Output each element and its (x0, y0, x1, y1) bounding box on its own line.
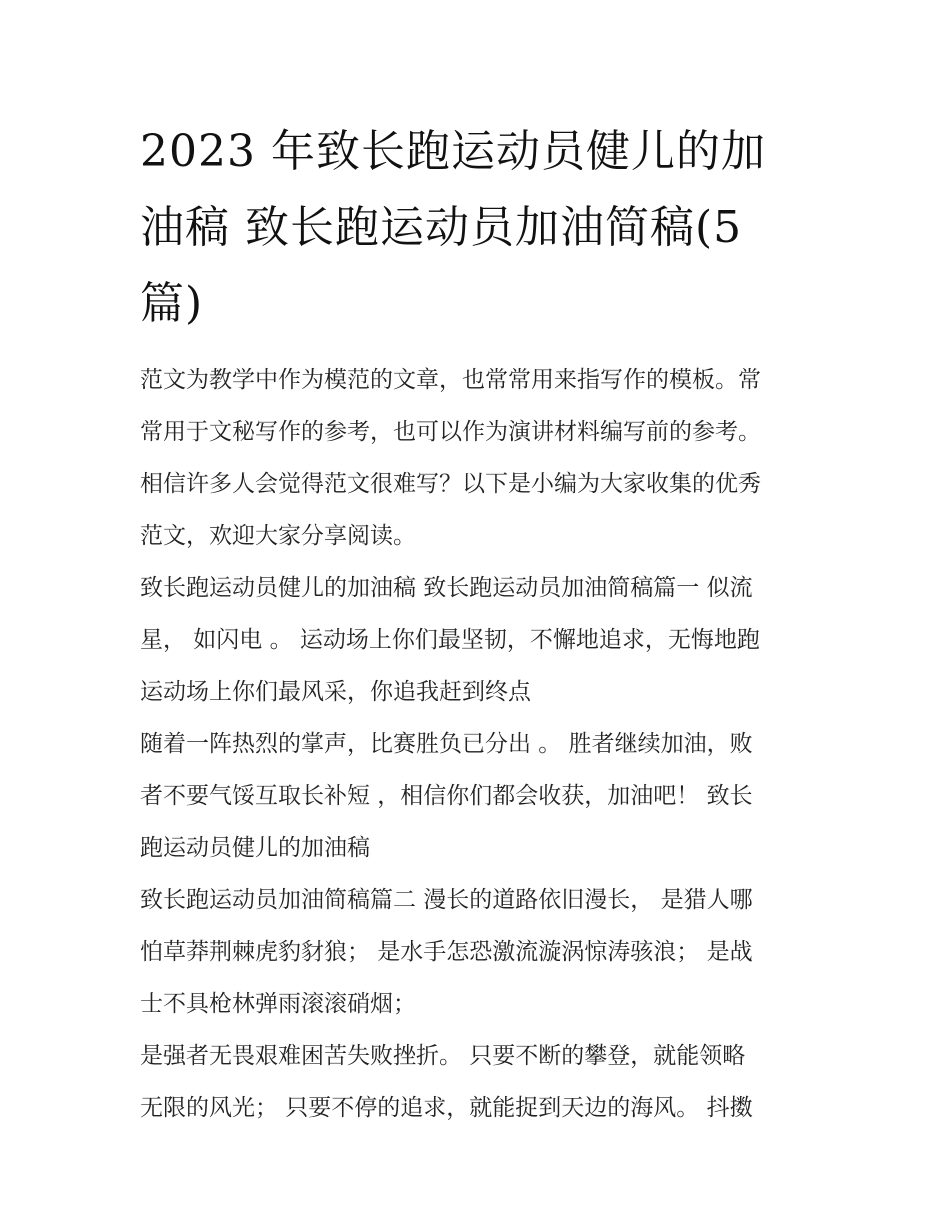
body-line: 是强者无畏艰难困苦失败挫折。 只要不断的攀登，就能领略 (140, 1043, 746, 1069)
body-line: 者不要气馁互取长补短 ，相信你们都会收获，加油吧！ 致长 (140, 783, 753, 809)
body-line: 致长跑运动员加油简稿篇二 漫长的道路依旧漫长， 是猎人哪 (140, 887, 753, 913)
body-line: 致长跑运动员健儿的加油稿 致长跑运动员加油简稿篇一 似流 (140, 575, 753, 601)
body-line: 常用于文秘写作的参考，也可以作为演讲材料编写前的参考。 (140, 419, 761, 445)
title-line: 2023 年致长跑运动员健儿的加 (140, 126, 766, 177)
body-line: 范文为教学中作为模范的文章，也常常用来指写作的模板。常 (140, 367, 761, 393)
body-line: 相信许多人会觉得范文很难写？以下是小编为大家收集的优秀 (140, 471, 761, 497)
document-body (140, 354, 820, 1134)
body-line: 范文，欢迎大家分享阅读。 (140, 523, 416, 549)
body-line: 士不具枪林弹雨滚滚硝烟； (140, 991, 416, 1017)
body-line: 怕草莽荆棘虎豹豺狼； 是水手怎恐激流漩涡惊涛骇浪； 是战 (140, 939, 753, 965)
body-line: 无限的风光； 只要不停的追求，就能捉到天边的海风。 抖擞 (140, 1095, 753, 1121)
title-line: 篇) (140, 278, 204, 329)
body-line: 跑运动员健儿的加油稿 (140, 835, 370, 861)
body-line: 运动场上你们最风采，你追我赶到终点 (140, 679, 531, 705)
title-line: 油稿 致长跑运动员加油简稿(5 (140, 202, 743, 253)
document-title (140, 114, 820, 342)
body-line: 随着一阵热烈的掌声，比赛胜负已分出 。 胜者继续加油，败 (140, 731, 753, 757)
body-line: 星， 如闪电 。 运动场上你们最坚韧，不懈地追求，无悔地跑 (140, 627, 760, 653)
